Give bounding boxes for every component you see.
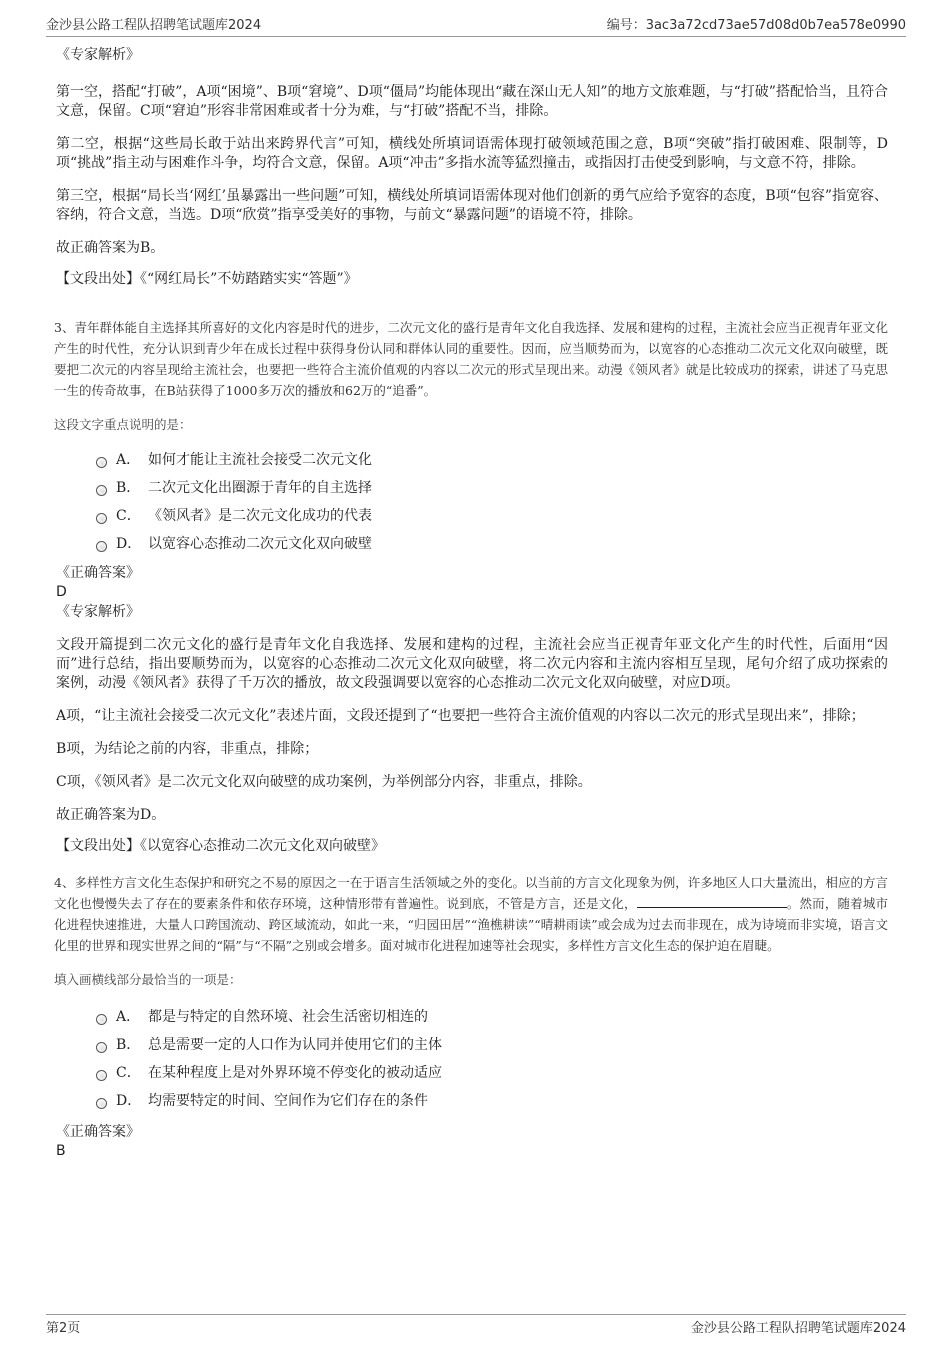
analysis-conclusion: 故正确答案为B。 xyxy=(56,240,165,256)
expert-analysis-label: 《专家解析》 xyxy=(56,604,140,620)
fill-blank xyxy=(637,895,787,908)
option-b[interactable]: B． 二次元文化出圈源于青年的自主选择 xyxy=(96,473,888,501)
analysis-paragraph: 第三空，根据“局长当‘网红’虽暴露出一些问题”可知，横线处所填词语需体现对他们创新的勇气应给予宽容的态度，B项“包容”指宽容、容纳，符合文意，当选。D项“欣赏”指享受美好的事物，与前文“暴露问题”的语境不符，排除。 xyxy=(56,188,888,223)
radio-icon[interactable] xyxy=(96,1098,107,1109)
option-d[interactable]: D． 以宽容心态推动二次元文化双向破壁 xyxy=(96,529,888,557)
radio-icon[interactable] xyxy=(96,485,107,496)
source-citation: 【文段出处】《以宽容心态推动二次元文化双向破壁》 xyxy=(56,838,385,854)
radio-icon[interactable] xyxy=(96,513,107,524)
option-a[interactable]: A． 如何才能让主流社会接受二次元文化 xyxy=(96,445,888,473)
options-list xyxy=(56,445,888,557)
analysis-paragraph: B项，为结论之前的内容，非重点，排除； xyxy=(56,741,319,757)
page-header xyxy=(46,14,906,37)
header-serial: 编号：3ac3a72cd73ae57d08d0b7ea578e0990 xyxy=(606,18,906,33)
analysis-paragraph: C项，《领风者》是二次元文化双向破壁的成功案例，为举例部分内容，非重点，排除。 xyxy=(56,774,592,790)
page-footer xyxy=(46,1314,906,1336)
radio-icon[interactable] xyxy=(96,1042,107,1053)
radio-icon[interactable] xyxy=(96,457,107,468)
radio-icon[interactable] xyxy=(96,1014,107,1025)
analysis-paragraph: 文段开篇提到二次元文化的盛行是青年文化自我选择、发展和建构的过程，主流社会应当正视青年亚文化产生的时代性，后面用“因而”进行总结，指出要顺势而为，以宽容的心态推动二次元文化双向破壁，将二次元内容和主流内容相互呈现，尾句介绍了成功探索的案例，动漫《领风者》获得了千万次的播放，故文段强调要以宽容的心态推动二次元文化双向破壁，对应D项。 xyxy=(56,637,888,691)
option-c[interactable]: C． 《领风者》是二次元文化成功的代表 xyxy=(96,501,888,529)
page-number: 第2页 xyxy=(46,1321,81,1336)
page-content xyxy=(56,45,888,1161)
radio-icon[interactable] xyxy=(96,1070,107,1081)
question-text: 4、多样性方言文化生态保护和研究之不易的原因之一在于语言生活领域之外的变化。以当前的方言文化现象为例，许多地区人口大量流出，相应的方言文化也慢慢失去了存在的要素条件和依存环境，这种情形带有普遍性。说到底，不管是方言，还是文化， 。然而，随着城市化进程快速推进，大量人口跨国流动、跨区域流动，如此一来，“归园田居”“渔樵耕读”“晴耕雨读”或会成为过去而非现在，成为诗境而非实境，语言文化里的世界和现实世界之间的“隔”与“不隔”之别或会增多。面对城市化进程加速等社会现实，多样性方言文化生态的保护迫在眉睫。 xyxy=(54,875,888,953)
analysis-conclusion: 故正确答案为D。 xyxy=(56,807,166,823)
question-prompt: 这段文字重点说明的是： xyxy=(54,417,192,432)
option-c[interactable]: C． 在某种程度上是对外界环境不停变化的被动适应 xyxy=(96,1058,888,1086)
option-d[interactable]: D． 均需要特定的时间、空间作为它们存在的条件 xyxy=(96,1086,888,1114)
source-citation: 【文段出处】《“网红局长”不妨踏踏实实“答题”》 xyxy=(56,271,358,287)
analysis-paragraph: 第一空，搭配“打破”，A项“困境”、B项“窘境”、D项“僵局”均能体现出“藏在深山无人知”的地方文旅难题，与“打破”搭配恰当，且符合文意，保留。C项“窘迫”形容非常困难或者十分为难，与“打破”搭配不当，排除。 xyxy=(56,84,888,119)
options-list xyxy=(56,1002,888,1114)
analysis-paragraph: A项，“让主流社会接受二次元文化”表述片面，文段还提到了“也要把一些符合主流价值观的内容以二次元的形式呈现出来”，排除； xyxy=(56,708,865,724)
analysis-paragraph: 第二空，根据“这些局长敢于站出来跨界代言”可知，横线处所填词语需体现打破领域范围之意，B项“突破”指打破困难、限制等，D项“挑战”指主动与困难作斗争，均符合文意，保留。A项“冲击”多指水流等猛烈撞击，或指因打击使受到影响，与文意不符，排除。 xyxy=(56,136,888,171)
correct-answer-label: 《正确答案》 xyxy=(56,1124,140,1140)
option-b[interactable]: B． 总是需要一定的人口作为认同并使用它们的主体 xyxy=(96,1030,888,1058)
expert-analysis-label: 《专家解析》 xyxy=(56,47,140,63)
correct-answer: B xyxy=(56,1143,66,1159)
header-title: 金沙县公路工程队招聘笔试题库2024 xyxy=(46,18,262,33)
question-prompt: 填入画横线部分最恰当的一项是： xyxy=(54,972,242,987)
footer-title: 金沙县公路工程队招聘笔试题库2024 xyxy=(690,1321,906,1336)
radio-icon[interactable] xyxy=(96,541,107,552)
option-a[interactable]: A． 都是与特定的自然环境、社会生活密切相连的 xyxy=(96,1002,888,1030)
correct-answer: D xyxy=(56,584,67,600)
question-text: 3、青年群体能自主选择其所喜好的文化内容是时代的进步，二次元文化的盛行是青年文化自我选择、发展和建构的过程，主流社会应当正视青年亚文化产生的时代性，充分认识到青少年在成长过程中获得身份认同和群体认同的重要性。因而，应当顺势而为，以宽容的心态推动二次元文化双向破壁，既要把二次元的内容呈现给主流社会，也要把一些符合主流价值观的内容以二次元的形式呈现出来。动漫《领风者》就是比较成功的探索，讲述了马克思一生的传奇故事，在B站获得了1000多万次的播放和62万的“追番”。 xyxy=(54,320,888,398)
correct-answer-label: 《正确答案》 xyxy=(56,565,140,581)
